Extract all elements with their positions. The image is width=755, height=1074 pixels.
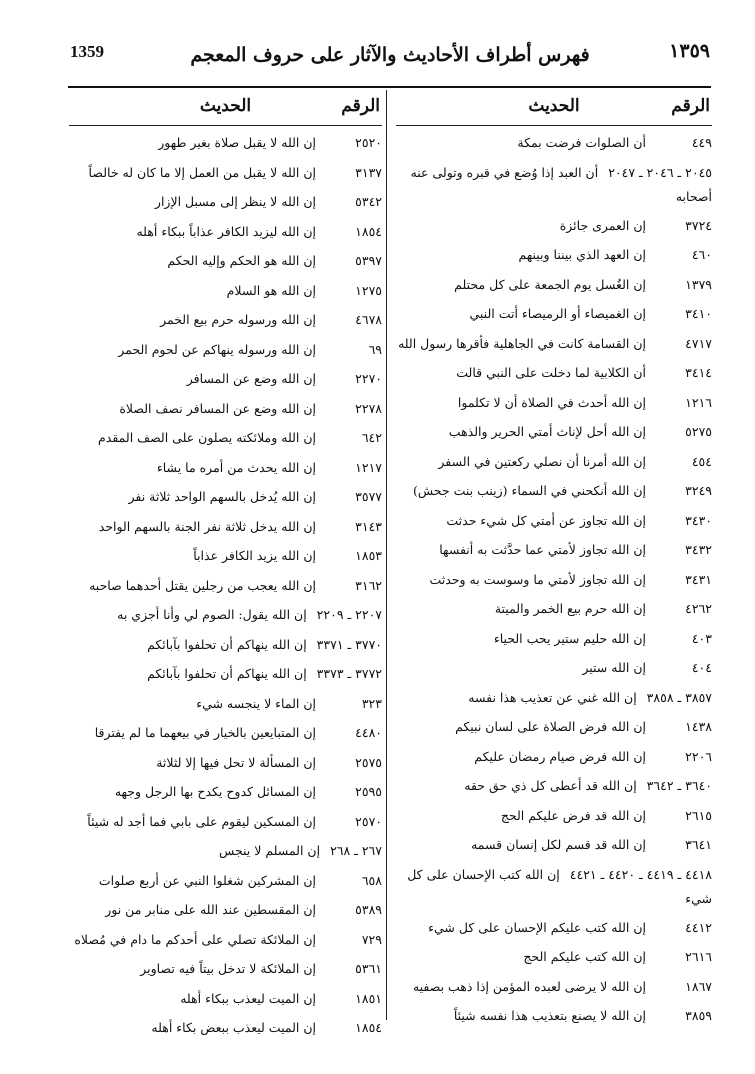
ref-number: ٣٤٣٢ bbox=[685, 542, 712, 557]
right-column-header bbox=[396, 96, 712, 128]
ref-number: ١٢٧٥ bbox=[355, 282, 382, 298]
ref-number: ١٨٦٧ bbox=[685, 978, 712, 994]
heading-underline bbox=[69, 125, 382, 126]
ref-number: ٢٥٢٠ bbox=[355, 135, 382, 150]
index-row bbox=[396, 801, 712, 831]
ref-number: ٣٧٧٠ ـ ٣٣٧١ bbox=[316, 636, 382, 652]
ref-number: ١٤٣٨ bbox=[685, 719, 712, 734]
index-row bbox=[69, 807, 382, 837]
ref-number: ١٣٧٩ bbox=[685, 276, 712, 292]
index-row bbox=[396, 1001, 712, 1031]
hadith-text: إن الله هو الحكم وإليه الحكم bbox=[167, 253, 316, 268]
hadith-text: إن المسائل كدوح يكدح بها الرجل وجهه bbox=[114, 784, 316, 799]
hadith-text: إن العمرى جائزة bbox=[559, 217, 646, 233]
hadith-text: إن الله يُدخل بالسهم الواحد ثلاثة نفر bbox=[128, 489, 316, 504]
page-number-latin: 1359 bbox=[70, 42, 104, 61]
hadith-column-heading: الحديث bbox=[528, 96, 580, 116]
hadith-column-heading: الحديث bbox=[199, 96, 252, 116]
index-row bbox=[396, 358, 712, 388]
ref-number: ٣٥٧٧ bbox=[355, 489, 382, 504]
ref-number: ٥٣٦١ bbox=[355, 961, 382, 976]
index-row bbox=[69, 541, 382, 571]
header-rule bbox=[68, 86, 711, 88]
hadith-text: إن المسلم لا ينجس bbox=[219, 843, 321, 858]
hadith-text: إن الله حليم ستير يحب الحياء bbox=[493, 630, 646, 646]
index-row bbox=[396, 270, 712, 300]
ref-number: ٢٥٧٥ bbox=[355, 754, 382, 770]
right-column-rows bbox=[396, 128, 712, 1031]
ref-number: ٦٩ bbox=[368, 341, 382, 357]
index-row bbox=[69, 777, 382, 807]
ref-number: ٤٧١٧ bbox=[685, 335, 712, 351]
index-row bbox=[396, 972, 712, 1002]
index-row bbox=[396, 447, 712, 477]
index-row bbox=[69, 217, 382, 247]
index-row bbox=[396, 742, 712, 772]
ref-number: ٣٦٤١ bbox=[685, 837, 712, 852]
hadith-text: إن المشركين شغلوا النبي عن أربع صلوات bbox=[98, 872, 316, 888]
index-row bbox=[396, 594, 712, 624]
index-row bbox=[69, 954, 382, 984]
ref-number: ٤٦٠ bbox=[691, 247, 712, 262]
ref-number: ٣٢٤٩ bbox=[685, 483, 712, 498]
index-row bbox=[396, 128, 712, 158]
index-row bbox=[69, 276, 382, 306]
ref-number: ٢٦١٥ bbox=[685, 807, 712, 823]
hadith-text: إن الغُسل يوم الجمعة على كل محتلم bbox=[454, 276, 646, 292]
index-row bbox=[69, 246, 382, 276]
number-column-heading: الرقم bbox=[341, 96, 380, 116]
hadith-text: إن الله ورسوله حرم بيع الخمر bbox=[160, 312, 316, 327]
index-row bbox=[69, 364, 382, 394]
ref-number: ١٨٥١ bbox=[355, 990, 382, 1006]
ref-number: ٤٠٣ bbox=[691, 630, 712, 646]
ref-number: ٤٤٨٠ bbox=[355, 725, 382, 740]
index-row bbox=[69, 1013, 382, 1043]
index-row bbox=[69, 187, 382, 217]
hadith-text: إن الله أحل لإناث أمتي الحرير والذهب bbox=[448, 424, 646, 439]
right-column bbox=[396, 96, 712, 1031]
hadith-text: إن الله ينهاكم أن تحلفوا بآبائكم bbox=[147, 666, 307, 681]
ref-number: ٢٠٤٥ ـ ٢٠٤٦ ـ ٢٠٤٧ bbox=[608, 164, 712, 180]
ref-number: ١٨٥٤ bbox=[355, 1020, 382, 1035]
ref-number: ٤٤٩ bbox=[691, 135, 712, 150]
hadith-text: إن الله كتب عليكم الحج bbox=[523, 949, 646, 964]
ref-number: ٣٤١٠ bbox=[685, 306, 712, 321]
index-row bbox=[396, 388, 712, 418]
hadith-text: إن الله قد فرض عليكم الحج bbox=[500, 807, 646, 823]
column-divider bbox=[386, 90, 387, 1020]
index-row bbox=[69, 630, 382, 660]
ref-number: ٥٢٧٥ bbox=[685, 424, 712, 439]
hadith-text: إن الله كتب عليكم الإحسان على كل شيء bbox=[428, 919, 646, 935]
ref-number: ٣٨٥٩ bbox=[685, 1008, 712, 1023]
index-row bbox=[69, 689, 382, 719]
index-row bbox=[69, 482, 382, 512]
index-row bbox=[69, 895, 382, 925]
ref-number: ٤٤١٨ ـ ٤٤١٩ ـ ٤٤٢٠ ـ ٤٤٢١ bbox=[569, 866, 712, 882]
hadith-text: إن المسألة لا تحل فيها إلا لثلاثة bbox=[156, 754, 316, 770]
index-row bbox=[69, 571, 382, 601]
ref-number: ٦٤٢ bbox=[361, 430, 382, 445]
ref-number: ٣٤٣١ bbox=[685, 571, 712, 587]
ref-number: ٢٢٧٨ bbox=[355, 400, 382, 416]
hadith-text: إن الملائكة لا تدخل بيتاً فيه تصاوير bbox=[140, 961, 316, 976]
hadith-text: إن الله لا يقبل من العمل إلا ما كان له خالصاً bbox=[88, 164, 316, 180]
ref-number: ٣٧٢٤ bbox=[685, 217, 712, 233]
hadith-text: إن الله يقول: الصوم لي وأنا أجزي به bbox=[117, 607, 307, 622]
left-column-rows bbox=[69, 128, 382, 1043]
index-row bbox=[69, 305, 382, 335]
index-row bbox=[396, 158, 712, 211]
index-row bbox=[69, 984, 382, 1014]
index-row bbox=[69, 600, 382, 630]
index-row bbox=[69, 158, 382, 188]
index-row bbox=[396, 476, 712, 506]
index-row bbox=[69, 836, 382, 866]
hadith-text: إن الله قد أعطى كل ذي حق حقه bbox=[464, 778, 637, 793]
index-row bbox=[396, 942, 712, 972]
hadith-text: إن الملائكة تصلي على أحدكم ما دام في مُصلاه bbox=[74, 931, 316, 947]
ref-number: ٣٤٣٠ bbox=[685, 512, 712, 528]
hadith-text: إن الله فرض صيام رمضان عليكم bbox=[474, 748, 646, 764]
ref-number: ٧٢٩ bbox=[361, 931, 382, 947]
ref-number: ٤٠٤ bbox=[691, 660, 712, 675]
hadith-text: إن الله لا يقبل صلاة بغير طهور bbox=[158, 135, 316, 150]
ref-number: ٦٥٨ bbox=[361, 872, 382, 888]
hadith-text: إن الله أنكحني في السماء (زينب بنت جحش) bbox=[412, 483, 646, 498]
hadith-text: إن المقسطين عند الله على منابر من نور bbox=[105, 902, 316, 917]
page-number-arabic: ١٣٥٩ bbox=[669, 40, 710, 62]
hadith-text: إن الله تجاوز لأمتي ما وسوست به وحدثت bbox=[429, 571, 646, 587]
index-row bbox=[69, 423, 382, 453]
ref-number: ٥٣٤٢ bbox=[355, 194, 382, 209]
hadith-text: إن الميت ليعذب ببعض بكاء أهله bbox=[151, 1020, 316, 1035]
ref-number: ٥٣٨٩ bbox=[355, 902, 382, 917]
hadith-text: إن الله أحدث في الصلاة أن لا تكلموا bbox=[457, 394, 646, 410]
hadith-text: إن الله لا ينظر إلى مسبل الإزار bbox=[154, 194, 316, 209]
hadith-text: إن المتبايعين بالخيار في بيعهما ما لم يفترقا bbox=[94, 725, 316, 740]
index-row bbox=[69, 748, 382, 778]
hadith-text: إن الله قد قسم لكل إنسان قسمه bbox=[471, 837, 646, 852]
hadith-text: إن الله ينهاكم أن تحلفوا بآبائكم bbox=[147, 636, 307, 652]
index-row bbox=[396, 535, 712, 565]
ref-number: ٤٦٧٨ bbox=[355, 312, 382, 327]
index-row bbox=[396, 771, 712, 801]
index-row bbox=[396, 653, 712, 683]
hadith-text: إن الغميصاء أو الرميصاء أتت النبي bbox=[469, 306, 646, 321]
index-row bbox=[69, 925, 382, 955]
hadith-text: إن الله أمرنا أن نصلي ركعتين في السفر bbox=[438, 453, 646, 469]
ref-number: ٢٢٠٧ ـ ٢٢٠٩ bbox=[316, 607, 382, 622]
hadith-text: إن المسكين ليقوم على بابي فما أجد له شيئاً bbox=[87, 813, 316, 829]
index-row bbox=[69, 866, 382, 896]
ref-number: ٣١٤٣ bbox=[355, 518, 382, 534]
index-row bbox=[396, 860, 712, 913]
ref-number: ١٢١٧ bbox=[355, 459, 382, 475]
hadith-text: إن الله تجاوز لأمتي عما حدَّثت به أنفسها bbox=[439, 542, 646, 557]
ref-number: ٣١٣٧ bbox=[355, 164, 382, 180]
hadith-text: أن العبد إذا وُضع في قبره وتولى عنه أصحابه bbox=[410, 164, 712, 204]
index-row bbox=[396, 830, 712, 860]
ref-number: ٢٥٧٠ bbox=[355, 813, 382, 829]
ref-number: ١٨٥٤ bbox=[355, 223, 382, 239]
ref-number: ٣٤١٤ bbox=[685, 365, 712, 380]
ref-number: ٣٦٤٠ ـ ٣٦٤٢ bbox=[646, 778, 712, 793]
hadith-text: إن الله كتب الإحسان على كل شيء bbox=[407, 866, 712, 906]
hadith-text: إن الله يحدث من أمره ما يشاء bbox=[156, 459, 316, 475]
hadith-text: أن الكلابية لما دخلت على النبي قالت bbox=[456, 365, 646, 380]
hadith-text: أن الصلوات فرضت بمكة bbox=[517, 135, 646, 150]
index-row bbox=[396, 211, 712, 241]
ref-number: ٢٢٠٦ bbox=[685, 748, 712, 764]
ref-number: ٢٥٩٥ bbox=[355, 784, 382, 799]
hadith-text: إن العهد الذي بيننا وبينهم bbox=[518, 247, 646, 262]
hadith-text: إن الله لا يرضى لعبده المؤمن إذا ذهب بصفيه bbox=[412, 978, 646, 994]
index-row bbox=[396, 913, 712, 943]
index-row bbox=[396, 565, 712, 595]
index-row bbox=[69, 335, 382, 365]
hadith-text: إن الله وملائكته يصلون على الصف المقدم bbox=[98, 430, 316, 445]
index-row bbox=[396, 329, 712, 359]
hadith-text: إن الله يزيد الكافر عذاباً bbox=[193, 548, 316, 563]
hadith-text: إن الله تجاوز عن أمتي كل شيء حدثت bbox=[446, 512, 646, 528]
index-row bbox=[396, 417, 712, 447]
hadith-text: إن الله يدخل ثلاثة نفر الجنة بالسهم الواحد bbox=[98, 518, 316, 534]
ref-number: ٢٦١٦ bbox=[685, 949, 712, 964]
hadith-text: إن الميت ليعذب ببكاء أهله bbox=[180, 990, 316, 1006]
ref-number: ١٢١٦ bbox=[685, 394, 712, 410]
index-row bbox=[69, 128, 382, 158]
ref-number: ٣١٦٢ bbox=[355, 577, 382, 593]
hadith-text: إن الله ليزيد الكافر عذاباً ببكاء أهله bbox=[136, 223, 316, 239]
index-row bbox=[396, 712, 712, 742]
hadith-text: إن الله غني عن تعذيب هذا نفسه bbox=[468, 689, 637, 705]
ref-number: ٤٤١٢ bbox=[685, 919, 712, 935]
number-column-heading: الرقم bbox=[671, 96, 710, 116]
page-title: فهرس أطراف الأحاديث والآثار على حروف المعجم bbox=[190, 44, 590, 66]
ref-number: ٣٢٣ bbox=[361, 695, 382, 711]
ref-number: ٢٢٧٠ bbox=[355, 371, 382, 386]
hadith-text: إن الله ستير bbox=[582, 660, 646, 675]
index-row bbox=[396, 624, 712, 654]
heading-underline bbox=[396, 125, 712, 126]
ref-number: ١٨٥٣ bbox=[355, 548, 382, 563]
index-row bbox=[396, 506, 712, 536]
index-row bbox=[69, 453, 382, 483]
hadith-text: إن الله وضع عن المسافر bbox=[186, 371, 316, 386]
index-row bbox=[69, 394, 382, 424]
hadith-text: إن الماء لا ينجسه شيء bbox=[196, 695, 316, 711]
index-row bbox=[69, 659, 382, 689]
hadith-text: إن الله حرم بيع الخمر والميتة bbox=[494, 601, 646, 616]
hadith-text: إن الله فرض الصلاة على لسان نبيكم bbox=[455, 719, 646, 734]
index-row bbox=[69, 512, 382, 542]
index-row bbox=[396, 240, 712, 270]
hadith-text: إن الله لا يصنع بتعذيب هذا نفسه شيئاً bbox=[453, 1008, 646, 1023]
index-row bbox=[396, 299, 712, 329]
ref-number: ٣٨٥٧ ـ ٣٨٥٨ bbox=[646, 689, 712, 705]
index-row bbox=[396, 683, 712, 713]
ref-number: ٤٥٤ bbox=[691, 453, 712, 469]
hadith-text: إن الله ورسوله ينهاكم عن لحوم الحمر bbox=[118, 341, 316, 357]
index-row bbox=[69, 718, 382, 748]
left-column bbox=[69, 96, 382, 1043]
hadith-text: إن الله وضع عن المسافر نصف الصلاة bbox=[119, 400, 316, 416]
ref-number: ٥٣٩٧ bbox=[355, 253, 382, 268]
ref-number: ٤٢٦٢ bbox=[685, 601, 712, 616]
hadith-text: إن الله يعجب من رجلين يقتل أحدهما صاحبه bbox=[89, 577, 316, 593]
ref-number: ٣٧٧٢ ـ ٣٣٧٣ bbox=[316, 666, 382, 681]
hadith-text: إن الله هو السلام bbox=[226, 282, 316, 298]
ref-number: ٢٦٧ ـ ٢٦٨ bbox=[330, 843, 382, 858]
hadith-text: إن القسامة كانت في الجاهلية فأقرها رسول الله bbox=[398, 335, 646, 351]
left-column-header bbox=[69, 96, 382, 128]
page-header bbox=[70, 38, 710, 76]
